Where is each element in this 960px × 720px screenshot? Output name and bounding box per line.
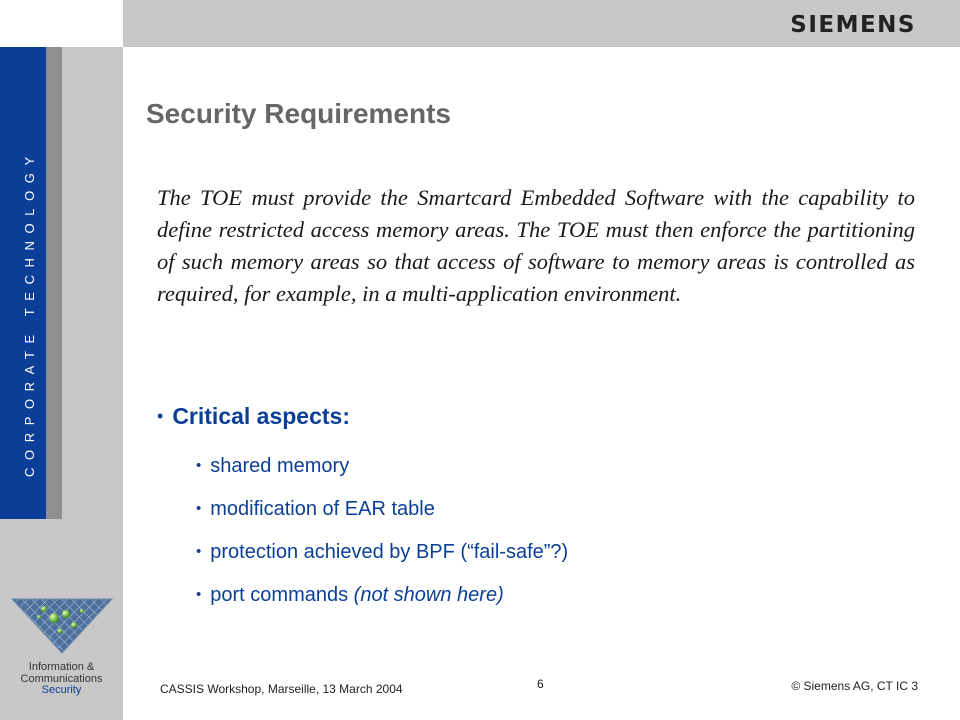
header-bar <box>123 0 960 47</box>
requirement-quote: The TOE must provide the Smartcard Embedded Software with the capability to define restricted access memory areas. The TOE must then enforce the partitioning of such memory areas so that access of software to memory areas is controlled as required, for example, in a multi-application environment. <box>157 185 915 306</box>
list-item-note: (not shown here) <box>353 584 504 606</box>
page-number: 6 <box>537 677 544 691</box>
bullet-icon: • <box>196 457 202 474</box>
list-item: • modification of EAR table <box>196 498 435 520</box>
bullet-icon: • <box>196 500 202 517</box>
list-item: • protection achieved by BPF (“fail-safe”?) <box>196 541 569 563</box>
siemens-logo: SIEMENS <box>790 12 916 38</box>
footer-copyright: © Siemens AG, CT IC 3 <box>791 679 918 693</box>
critical-aspects-label: Critical aspects: <box>172 403 351 429</box>
department-label: Information & Communications Security <box>20 661 103 696</box>
sidebar-blue-band <box>0 47 46 519</box>
corporate-technology-label: CORPORATE TECHNOLOGY <box>22 149 37 477</box>
critical-aspects-bullet <box>157 403 350 430</box>
list-item: • shared memory <box>196 455 350 477</box>
network-triangle-logo-icon <box>10 597 114 655</box>
bullet-icon: • <box>196 586 202 603</box>
bullet-icon: • <box>157 406 164 426</box>
aspects-list <box>196 452 568 624</box>
bullet-icon: • <box>196 543 202 560</box>
list-item: • port commands (not shown here) <box>196 584 504 606</box>
slide-title: Security Requirements <box>146 98 451 129</box>
sidebar-band-shadow <box>46 47 62 519</box>
footer-event: CASSIS Workshop, Marseille, 13 March 2004 <box>160 682 403 696</box>
sidebar-top-blank <box>0 0 123 47</box>
